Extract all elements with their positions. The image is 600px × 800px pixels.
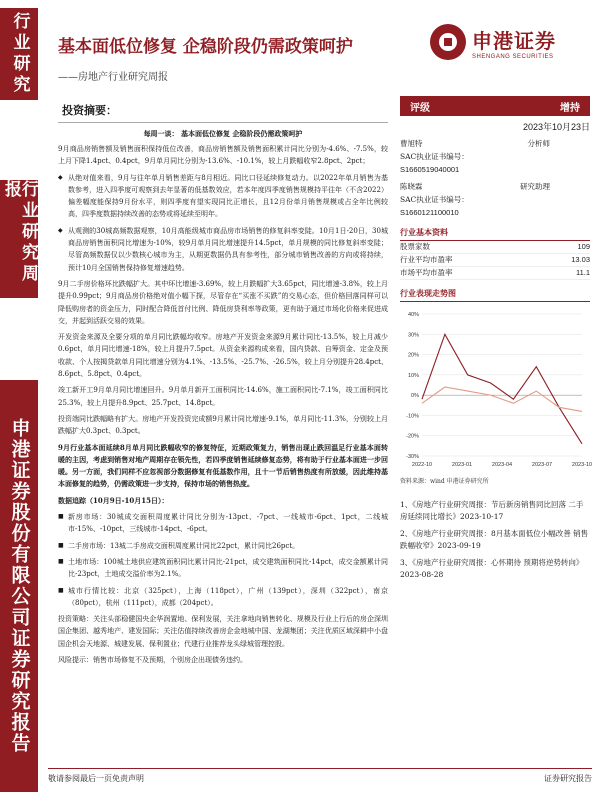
report-subtitle: ——房地产行业研究周报 bbox=[58, 72, 168, 83]
x-tick-label: 2023-01 bbox=[451, 462, 473, 468]
para-price: 9月二手房价格环比跌幅扩大。其中环比增速-3.69%，较上月跌幅扩大3.65pct，同比增速-3.8%，较上月提升0.99pct；9月商品房价格绝对值小幅下探，尽管存在“买涨不买跌”的交易心态，但价格回落同样可以降低购房者的资金压力，同时配合降低首付比例、降低房贷利率等政策，更有助于通过市场化价格来促进成交，并起到活跃交易的效果。 bbox=[58, 279, 388, 325]
tracking-heading: 数据追踪（10月9日-10月15日）： bbox=[58, 495, 169, 505]
y-tick-label: -30% bbox=[406, 454, 419, 460]
cert-number: S1660519040001 bbox=[400, 165, 460, 174]
disclaimer-link[interactable]: 敬请参阅最后一页免责声明 bbox=[48, 774, 144, 783]
logo-name-en: SHENGANG SECURITIES bbox=[472, 53, 554, 60]
side-strip bbox=[0, 0, 38, 800]
basics-heading: 行业基本资料 bbox=[400, 227, 590, 241]
rating-label: 评级 bbox=[410, 102, 430, 114]
analyst-name: 陈晓霖 bbox=[400, 182, 423, 191]
tracking-land: ■ 土地市场：100城土地供应建筑面积同比累计同比-21pct，成交建筑面积同比-14pct，成交金额累计同比-23pct，土地成交溢价率为2.1%。 bbox=[58, 556, 388, 581]
x-tick-label: 2023-07 bbox=[531, 462, 553, 468]
para-construction: 竣工新开工9月单月同比增速回升。9月单月新开工面积同比-14.6%，施工面积同比-7.1%，竣工面积同比25.3%，较上月提升8.9pct、25.7pct、14.8pct。 bbox=[58, 386, 388, 407]
basics-row: 行业平均市盈率 13.03 bbox=[400, 254, 590, 267]
series-line bbox=[422, 334, 582, 444]
report-title: 基本面低位修复 企稳阶段仍需政策呵护 bbox=[58, 37, 353, 57]
bullet-absolute: ◆ 从绝对值来看，9月与往年单月销售差距与8月相近。同比口径延续修复动力。以2022年单月销售为基数参考，进入四季度可观察到去年显著的低基数效应，若本年度四季度销售规模持平往年（不含2022）偏差幅度能保持9月份水平，则四季度有望实现同比正增长，且12月份单月销售规模或占全年比例较高，四季度数据持续改善的态势或将延续至明年。 bbox=[58, 172, 388, 221]
cert-label: SAC执业证书编号： bbox=[400, 195, 469, 204]
brand-logo bbox=[430, 24, 556, 60]
bullet-highfreq: ◆ 从观测的30城高频数据观察，10月高能级城市商品房市场销售的修复斜率变陡。10月1日-20日，30城商品房销售面积同比增速为-10%，较9月单月同比增速提升14.5pct，单月规模的同比修复斜率变陡；尽管高频数据仅以少数核心城市为主，从期更数据仍具有参考性，部分城市销售改善的方向或将持续，预计10月全国销售保持修复增速趋势。 bbox=[58, 225, 388, 274]
analyst-block bbox=[400, 137, 590, 219]
abstract-section bbox=[58, 96, 388, 666]
performance-chart bbox=[400, 306, 593, 474]
footer-label: 证券研究报告 bbox=[544, 774, 592, 783]
tracking-second-hand: ■ 二手房市场：13城二手房成交面积周度累计同比22pct，累计同比26pct。 bbox=[58, 540, 388, 552]
chart-svg bbox=[400, 306, 593, 474]
para-investment: 投资端同比跌幅略有扩大。房地产开发投资完成额9月累计同比增速-9.1%，单月同比-11.3%，分别较上月跌幅扩大0.3pct、0.3pct。 bbox=[58, 414, 388, 436]
x-tick-label: 2023-10 bbox=[571, 462, 593, 468]
report-date: 2023年10月23日 bbox=[522, 122, 590, 132]
rating-value: 增持 bbox=[560, 102, 580, 114]
side-label-bottom: 申港证券股份有限公司证券研究报告 bbox=[0, 380, 38, 792]
related-reports bbox=[400, 499, 590, 581]
risk-warning: 风险提示：销售市场修复不及预期，个别房企出现债务违约。 bbox=[58, 655, 247, 664]
related-report[interactable]: 1、《房地产行业研究周报：节后新房销售同比回落 二手房延续同比增长》2023-10-17 bbox=[400, 500, 584, 521]
analyst-name: 曹旭特 bbox=[400, 139, 423, 148]
related-report[interactable]: 3、《房地产行业研究周报：心怀期待 预期将逆势转向》2023-08-28 bbox=[400, 558, 584, 579]
y-tick-label: 40% bbox=[407, 312, 419, 318]
y-tick-label: 30% bbox=[407, 332, 419, 339]
logo-mark-icon bbox=[430, 24, 466, 60]
para-funding: 开发资金来源及全要分项的单月同比跌幅均收窄。房地产开发资金来源9月累计同比-13.5%，较上月减少0.6pct，单月同比增速-18%，较上月提升7.5pct。从资金来源构成来看，国内贷款、自筹资金、定金及预收款、个人按揭贷款单月同比增速分别为4.1%、-13.5%、-25.7%、-26.5%，较上月分别提升28.4pct、8.6pct、5.8pct、0.4pct。 bbox=[58, 333, 388, 379]
chart-source: 资料来源：wind 申港证券研究所 bbox=[400, 478, 489, 485]
logo-name-cn: 申港证券 bbox=[472, 28, 556, 53]
basics-row: 市场平均市盈率 11.1 bbox=[400, 267, 590, 280]
para-outlook: 9月行业基本面延续8月单月同比跌幅收窄的修复特征，近期政策复力，销售出现止跌回温足行业基本面转暖的主因，考虑到销售对地产周期存在领先性，若四季度销售延续修复态势，将有助于行业基本面进一步回暖。另一方面，我们同样不应忽视部分数据修复有低基数作用，且十一节后销售热度有所放缓，因此维持基本面修复的趋势，仍需政策进一步支持，保持市场的销售热度。 bbox=[58, 442, 388, 489]
analyst-role: 分析师 bbox=[527, 139, 550, 148]
chart-heading: 行业表现走势图 bbox=[400, 288, 590, 302]
basics-row: 股票家数 109 bbox=[400, 241, 590, 254]
cert-label: SAC执业证书编号： bbox=[400, 152, 469, 161]
side-label-mid: 行业研究周报 bbox=[0, 180, 38, 298]
x-tick-label: 2023-04 bbox=[491, 462, 513, 468]
related-report[interactable]: 2、《房地产行业研究周报：8月基本面低位小幅改善 销售跌幅收窄》2023-09-19 bbox=[400, 529, 589, 550]
sidebar-info bbox=[400, 96, 593, 586]
investment-strategy: 投资策略：关注头部稳健国央企华润置地、保利发展，关注拿地向销售转化、规模及行业上行后的房企深圳国企集团、越秀地产、建发国际；关注估值持续改善房企金地城中国、龙湖集团；关注优质区域深耕中小盘国企机会天地源、城建发展、保利置业；代建行业推荐龙头绿城管理控股。 bbox=[58, 615, 388, 648]
abstract-heading: 投资摘要： bbox=[58, 96, 388, 123]
para-sales: 9月商品房销售额及销售面积保持低位改善，商品房销售额及销售面积累计同比分别为-4.6%、-7.5%，较上月下降1.4pct、0.4pct，9月单月同比分别为-13.6%、-10.1%，较上月跌幅收窄2.8pct、2pct； bbox=[58, 145, 388, 166]
rating-bar bbox=[400, 96, 590, 116]
weekly-tagline: 每周一谈： 基本面低位修复 企稳阶段仍需政策呵护 bbox=[143, 129, 303, 138]
x-tick-label: 2022-10 bbox=[411, 462, 433, 468]
tracking-cities: ■ 城市行情比较：北京（325pct），上海（118pct），广州（139pct），深圳（322pct），南京（80pct），杭州（111pct），成都（204pct）。 bbox=[58, 585, 388, 610]
side-label-top: 行业研究 bbox=[0, 8, 38, 100]
cert-number: S1660121100010 bbox=[400, 208, 459, 217]
y-tick-label: 20% bbox=[407, 352, 419, 359]
page-footer bbox=[48, 768, 592, 784]
y-tick-label: -20% bbox=[406, 433, 419, 440]
y-tick-label: 10% bbox=[407, 372, 419, 379]
analyst-role: 研究助理 bbox=[520, 182, 550, 191]
tracking-new-homes: ■ 新房市场：30城成交面积周度累计同比分别为-13pct、-7pct、一线城市-6pct、1pct，二线城市-15%、-10pct，三线城市-14pct、-6pct。 bbox=[58, 511, 388, 536]
y-tick-label: 0% bbox=[411, 393, 419, 400]
y-tick-label: -10% bbox=[406, 413, 419, 420]
